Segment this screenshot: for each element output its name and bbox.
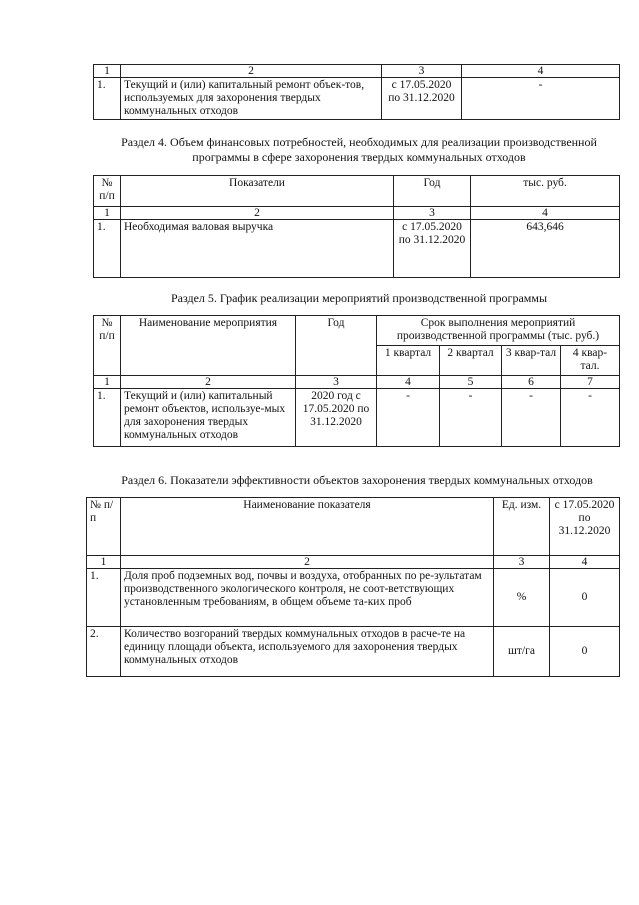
col-number-2: 2 xyxy=(121,207,394,220)
section-4-title: Раздел 4. Объем финансовых потребностей, необходимых для реализации производственной программы в сфере захоронения твердых коммунальных отходов xyxy=(121,135,597,164)
header-q1: 1 квартал xyxy=(377,346,440,376)
row-number: 1. xyxy=(94,78,121,120)
col-number-3: 3 xyxy=(382,65,462,78)
section-4-column-numbers xyxy=(94,207,620,220)
activity-name: Текущий и (или) капитальный ремонт объектов, используе-мых для захоронения твердых коммунальных отходов xyxy=(121,389,296,447)
section-5-column-numbers xyxy=(94,376,620,389)
header-num: № п/п xyxy=(87,498,121,556)
q4-cell: - xyxy=(561,389,620,447)
indicator-name: Доля проб подземных вод, почвы и воздуха, отобранных по ре-зультатам производственного экологического контроля, не соот-ветствующих установленным требованиям, в общем объеме та-ких проб xyxy=(121,569,494,627)
col-number-1: 1 xyxy=(94,207,121,220)
activity-name: Текущий и (или) капитальный ремонт объек-тов, используемых для захоронения твердых коммунальных отходов xyxy=(121,78,382,120)
section-6-header-row xyxy=(87,498,620,556)
indicator-name: Количество возгораний твердых коммунальных отходов в расче-те на единицу площади объекта, используемого для захоронения твердых коммунальных отходов xyxy=(121,627,494,677)
header-name: Наименование показателя xyxy=(121,498,494,556)
table-row xyxy=(87,627,620,677)
col-number-6: 6 xyxy=(502,376,561,389)
table-1-column-numbers xyxy=(94,65,620,78)
header-num: № п/п xyxy=(94,176,121,207)
period-cell: с 17.05.2020 по 31.12.2020 xyxy=(382,78,462,120)
col-number-4: 4 xyxy=(462,65,620,78)
col-number-7: 7 xyxy=(561,376,620,389)
q2-cell: - xyxy=(440,389,502,447)
value-cell: 0 xyxy=(550,569,620,627)
header-q3: 3 квар-тал xyxy=(502,346,561,376)
header-num: № п/п xyxy=(94,316,121,376)
header-unit: Ед. изм. xyxy=(494,498,550,556)
header-amount: тыс. руб. xyxy=(471,176,620,207)
col-number-4: 4 xyxy=(550,556,620,569)
header-name: Наименование мероприятия xyxy=(121,316,296,376)
section-5-table xyxy=(93,315,620,447)
year-cell: с 17.05.2020 по 31.12.2020 xyxy=(394,220,471,278)
amount-cell: 643,646 xyxy=(471,220,620,278)
col-number-3: 3 xyxy=(296,376,377,389)
header-period: с 17.05.2020 по 31.12.2020 xyxy=(550,498,620,556)
col-number-5: 5 xyxy=(440,376,502,389)
row-number: 1. xyxy=(94,389,121,447)
col-number-2: 2 xyxy=(121,376,296,389)
col-number-4: 4 xyxy=(377,376,440,389)
row-number: 1. xyxy=(94,220,121,278)
row-number: 1. xyxy=(87,569,121,627)
col-number-1: 1 xyxy=(94,65,121,78)
row-number: 2. xyxy=(87,627,121,677)
indicator-name: Необходимая валовая выручка xyxy=(121,220,394,278)
section-6-table xyxy=(86,497,620,677)
table-row xyxy=(94,389,620,447)
col-number-1: 1 xyxy=(87,556,121,569)
col-number-3: 3 xyxy=(394,207,471,220)
section-5-header-row xyxy=(94,316,620,346)
table-row xyxy=(87,569,620,627)
col-number-2: 2 xyxy=(121,556,494,569)
table-row xyxy=(94,78,620,120)
table-row xyxy=(94,220,620,278)
value-cell: - xyxy=(462,78,620,120)
col-number-1: 1 xyxy=(94,376,121,389)
table-1 xyxy=(93,64,620,120)
header-q4: 4 квар-тал. xyxy=(561,346,620,376)
col-number-4: 4 xyxy=(471,207,620,220)
header-year: Год xyxy=(296,316,377,376)
header-q2: 2 квартал xyxy=(440,346,502,376)
section-4-table xyxy=(93,175,620,278)
section-4-header-row xyxy=(94,176,620,207)
col-number-3: 3 xyxy=(494,556,550,569)
unit-cell: шт/га xyxy=(494,627,550,677)
q1-cell: - xyxy=(377,389,440,447)
section-6-column-numbers xyxy=(87,556,620,569)
header-year: Год xyxy=(394,176,471,207)
header-deadline: Срок выполнения мероприятий производственной программы (тыс. руб.) xyxy=(377,316,620,346)
q3-cell: - xyxy=(502,389,561,447)
value-cell: 0 xyxy=(550,627,620,677)
section-5-title: Раздел 5. График реализации мероприятий производственной программы xyxy=(170,291,548,305)
year-cell: 2020 год с 17.05.2020 по 31.12.2020 xyxy=(296,389,377,447)
section-6-title: Раздел 6. Показатели эффективности объектов захоронения твердых коммунальных отходов xyxy=(121,473,593,487)
col-number-2: 2 xyxy=(121,65,382,78)
header-indicator: Показатели xyxy=(121,176,394,207)
unit-cell: % xyxy=(494,569,550,627)
